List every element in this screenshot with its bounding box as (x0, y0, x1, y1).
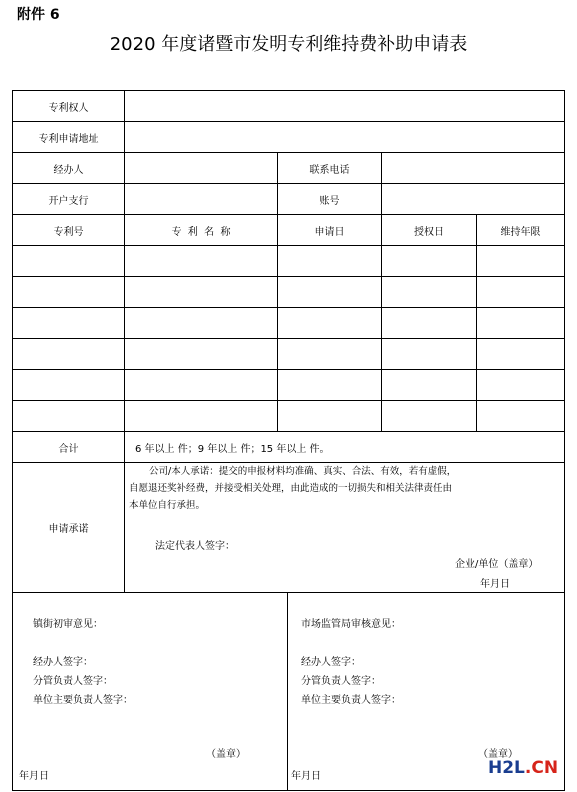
account-label: 账号 (278, 184, 382, 215)
pledge-text-1: 公司/本人承诺：提交的申报材料均准确、真实、合法、有效，若有虚假， (149, 466, 457, 477)
table-row (13, 308, 565, 339)
application-form (12, 90, 565, 791)
table-row (13, 277, 565, 308)
market-handler-sign: 经办人签字： (301, 657, 361, 668)
col-years: 维持年限 (477, 215, 565, 246)
table-row (13, 246, 565, 277)
cell[interactable] (13, 308, 125, 339)
phone-label: 联系电话 (278, 153, 382, 184)
address-label: 专利申请地址 (13, 122, 125, 153)
col-apply-date: 申请日 (278, 215, 382, 246)
table-row (13, 370, 565, 401)
cell[interactable] (125, 246, 278, 277)
col-patent-name: 专 利 名 称 (125, 215, 278, 246)
cell[interactable] (477, 246, 565, 277)
pledge-text-3: 本单位自行承担。 (129, 500, 206, 511)
annex-label: 附件 6 (17, 7, 60, 23)
town-lead-sign: 分管负责人签字： (33, 676, 113, 687)
cell[interactable] (278, 246, 382, 277)
cell[interactable] (13, 339, 125, 370)
cell[interactable] (125, 277, 278, 308)
town-heading: 镇街初审意见： (33, 619, 103, 630)
table-row (13, 401, 565, 432)
cell[interactable] (382, 339, 477, 370)
watermark-logo (488, 758, 558, 778)
cell[interactable] (382, 308, 477, 339)
cell[interactable] (382, 246, 477, 277)
pledge-text-2: 自愿退还奖补经费，并接受相关处理，由此造成的一切损失和相关法律责任由 (129, 483, 453, 494)
legal-sign-label: 法定代表人签字： (155, 541, 235, 552)
address-value[interactable] (125, 122, 565, 153)
total-text: 6 年以上 件；9 年以上 件；15 年以上 件。 (125, 432, 565, 463)
table-row (13, 339, 565, 370)
cell[interactable] (13, 277, 125, 308)
bank-label: 开户支行 (13, 184, 125, 215)
cell[interactable] (13, 246, 125, 277)
phone-value[interactable] (382, 153, 565, 184)
town-handler-sign: 经办人签字： (33, 657, 93, 668)
watermark-part-1: H2L (488, 758, 525, 778)
patentee-label: 专利权人 (13, 91, 125, 122)
town-date-label: 年月日 (19, 771, 49, 782)
col-grant-date: 授权日 (382, 215, 477, 246)
market-date-label: 年月日 (291, 771, 321, 782)
account-value[interactable] (382, 184, 565, 215)
cell[interactable] (125, 401, 278, 432)
cell[interactable] (13, 370, 125, 401)
patentee-value[interactable] (125, 91, 565, 122)
review-area (13, 593, 564, 790)
market-heading: 市场监管局审核意见： (301, 619, 401, 630)
cell[interactable] (125, 339, 278, 370)
total-label: 合计 (13, 432, 125, 463)
col-patent-no: 专利号 (13, 215, 125, 246)
cell[interactable] (477, 339, 565, 370)
cell[interactable] (477, 401, 565, 432)
column-header-row (13, 215, 565, 246)
cell[interactable] (125, 370, 278, 401)
cell[interactable] (382, 401, 477, 432)
handler-label: 经办人 (13, 153, 125, 184)
market-lead-sign: 分管负责人签字： (301, 676, 381, 687)
cell[interactable] (278, 401, 382, 432)
cell[interactable] (477, 370, 565, 401)
watermark-part-2: .CN (524, 758, 559, 778)
pledge-seal-label: 企业/单位（盖章） (455, 559, 539, 570)
market-seal-label: （盖章） (478, 749, 518, 760)
cell[interactable] (125, 308, 278, 339)
cell[interactable] (477, 308, 565, 339)
market-main-sign: 单位主要负责人签字： (301, 695, 401, 706)
town-main-sign: 单位主要负责人签字： (33, 695, 133, 706)
cell[interactable] (278, 308, 382, 339)
pledge-cell (125, 463, 565, 593)
cell[interactable] (382, 370, 477, 401)
cell[interactable] (477, 277, 565, 308)
cell[interactable] (382, 277, 477, 308)
pledge-label: 申请承诺 (13, 463, 125, 593)
cell[interactable] (13, 401, 125, 432)
town-seal-label: （盖章） (206, 749, 246, 760)
bank-value[interactable] (125, 184, 278, 215)
review-divider (287, 593, 288, 790)
cell[interactable] (278, 277, 382, 308)
cell[interactable] (278, 370, 382, 401)
cell[interactable] (278, 339, 382, 370)
form-title: 2020 年度诸暨市发明专利维持费补助申请表 (109, 34, 468, 55)
handler-value[interactable] (125, 153, 278, 184)
pledge-date-label: 年月日 (480, 579, 510, 590)
